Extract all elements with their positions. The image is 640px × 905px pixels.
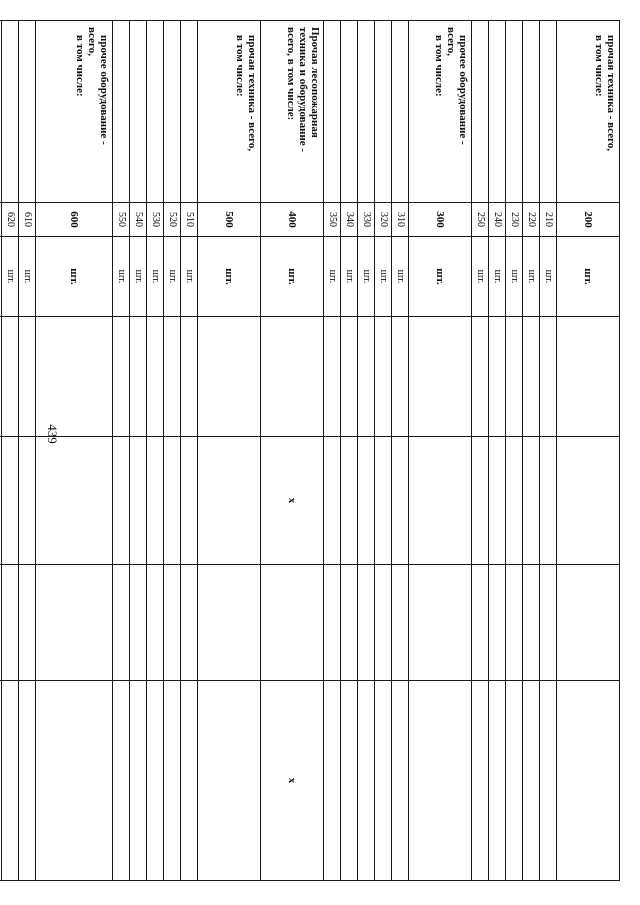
row-550-code: 550: [113, 203, 130, 237]
row-220-unit: шт.: [523, 237, 540, 317]
row-230-col-1: [506, 317, 523, 437]
row-210-col-1: [540, 317, 557, 437]
row-200-unit: шт.: [557, 237, 620, 317]
row-250-unit: шт.: [472, 237, 489, 317]
row-330-col-2: [358, 437, 375, 565]
row-610-col-4: [19, 681, 36, 881]
row-320-col-2: [375, 437, 392, 565]
row-320-unit: шт.: [375, 237, 392, 317]
row-250-col-2: [472, 437, 489, 565]
row-300-col-1: [409, 317, 472, 437]
row-510-col-4: [181, 681, 198, 881]
row-540-col-4: [130, 681, 147, 881]
row-600-name: прочее оборудование - всего, в том числе:: [36, 21, 113, 203]
row-240-unit: шт.: [489, 237, 506, 317]
row-620-col-4: [2, 681, 19, 881]
row-240-col-4: [489, 681, 506, 881]
row-320-col-1: [375, 317, 392, 437]
row-500-col-2: [198, 437, 261, 565]
row-610-col-2: [19, 437, 36, 565]
row-510-col-3: [181, 565, 198, 681]
row-200-col-1: [557, 317, 620, 437]
row-550-name: [113, 21, 130, 203]
row-320-col-3: [375, 565, 392, 681]
row-510-unit: шт.: [181, 237, 198, 317]
row-540-unit: шт.: [130, 237, 147, 317]
row-500-unit: шт.: [198, 237, 261, 317]
row-350-unit: шт.: [324, 237, 341, 317]
row-400-code: 400: [261, 203, 324, 237]
row-200-code: 200: [557, 203, 620, 237]
row-530-col-1: [147, 317, 164, 437]
row-330-col-1: [358, 317, 375, 437]
row-200-col-3: [557, 565, 620, 681]
row-250-code: 250: [472, 203, 489, 237]
row-250-name: [472, 21, 489, 203]
row-200-name: прочая техника - всего, в том числе:: [557, 21, 620, 203]
row-540-name: [130, 21, 147, 203]
row-610-unit: шт.: [19, 237, 36, 317]
row-540-col-1: [130, 317, 147, 437]
row-550-col-3: [113, 565, 130, 681]
row-400-col-3: [261, 565, 324, 681]
row-610-col-3: [19, 565, 36, 681]
row-400-unit: шт.: [261, 237, 324, 317]
row-630-unit: [0, 237, 2, 317]
row-310-col-4: [392, 681, 409, 881]
row-340-col-3: [341, 565, 358, 681]
statistical-form-table: [0, 20, 620, 881]
row-400-x-mark-col-4: х: [261, 681, 324, 881]
row-340-col-1: [341, 317, 358, 437]
row-620-code: 620: [2, 203, 19, 237]
row-230-col-2: [506, 437, 523, 565]
row-600-col-4: [36, 681, 113, 881]
row-210-col-2: [540, 437, 557, 565]
row-500-col-3: [198, 565, 261, 681]
row-340-col-4: [341, 681, 358, 881]
row-620-col-3: [2, 565, 19, 681]
row-330-col-4: [358, 681, 375, 881]
row-230-unit: шт.: [506, 237, 523, 317]
row-230-code: 230: [506, 203, 523, 237]
row-300-unit: шт.: [409, 237, 472, 317]
row-630-col-2: [0, 437, 2, 565]
row-610-col-1: [19, 317, 36, 437]
row-540-code: 540: [130, 203, 147, 237]
row-500-col-4: [198, 681, 261, 881]
row-400-name: Прочая лесопожарная техника и оборудование - всего, в том числе:: [261, 21, 324, 203]
row-310-col-3: [392, 565, 409, 681]
row-630-col-1: [0, 317, 2, 437]
row-510-col-1: [181, 317, 198, 437]
row-500-col-1: [198, 317, 261, 437]
row-250-col-3: [472, 565, 489, 681]
row-510-code: 510: [181, 203, 198, 237]
row-220-col-2: [523, 437, 540, 565]
row-340-name: [341, 21, 358, 203]
row-210-col-4: [540, 681, 557, 881]
row-320-code: 320: [375, 203, 392, 237]
row-520-unit: шт.: [164, 237, 181, 317]
row-400-x-mark-col-2: х: [261, 437, 324, 565]
row-350-col-1: [324, 317, 341, 437]
row-300-col-2: [409, 437, 472, 565]
row-330-code: 330: [358, 203, 375, 237]
row-310-col-2: [392, 437, 409, 565]
row-520-col-3: [164, 565, 181, 681]
row-310-col-1: [392, 317, 409, 437]
row-220-code: 220: [523, 203, 540, 237]
row-620-col-1: [2, 317, 19, 437]
row-240-col-2: [489, 437, 506, 565]
row-300-col-4: [409, 681, 472, 881]
row-230-name: [506, 21, 523, 203]
row-540-col-2: [130, 437, 147, 565]
row-300-col-3: [409, 565, 472, 681]
row-220-col-3: [523, 565, 540, 681]
row-200-col-2: [557, 437, 620, 565]
row-500-name: прочая техника - всего, в том числе:: [198, 21, 261, 203]
row-400-col-1: [261, 317, 324, 437]
row-600-code: 600: [36, 203, 113, 237]
row-320-col-4: [375, 681, 392, 881]
row-510-name: [181, 21, 198, 203]
row-240-col-1: [489, 317, 506, 437]
row-240-name: [489, 21, 506, 203]
row-630-name: [0, 21, 2, 203]
row-220-col-1: [523, 317, 540, 437]
row-350-code: 350: [324, 203, 341, 237]
row-240-code: 240: [489, 203, 506, 237]
row-520-name: [164, 21, 181, 203]
row-550-col-4: [113, 681, 130, 881]
row-550-col-2: [113, 437, 130, 565]
row-550-col-1: [113, 317, 130, 437]
row-310-name: [392, 21, 409, 203]
row-520-col-4: [164, 681, 181, 881]
row-620-name: [2, 21, 19, 203]
page-number: 439: [45, 424, 60, 444]
row-550-unit: шт.: [113, 237, 130, 317]
row-600-col-1: [36, 317, 113, 437]
row-530-code: 530: [147, 203, 164, 237]
row-340-unit: шт.: [341, 237, 358, 317]
row-540-col-3: [130, 565, 147, 681]
row-210-code: 210: [540, 203, 557, 237]
row-510-col-2: [181, 437, 198, 565]
row-350-col-3: [324, 565, 341, 681]
row-220-name: [523, 21, 540, 203]
row-330-col-3: [358, 565, 375, 681]
row-600-col-3: [36, 565, 113, 681]
row-340-code: 340: [341, 203, 358, 237]
row-350-col-2: [324, 437, 341, 565]
row-520-col-1: [164, 317, 181, 437]
row-600-unit: шт.: [36, 237, 113, 317]
row-300-code: 300: [409, 203, 472, 237]
row-630-code: [0, 203, 2, 237]
row-200-col-4: [557, 681, 620, 881]
row-630-col-3: [0, 565, 2, 681]
row-500-code: 500: [198, 203, 261, 237]
row-530-unit: шт.: [147, 237, 164, 317]
row-350-col-4: [324, 681, 341, 881]
row-250-col-4: [472, 681, 489, 881]
row-210-unit: шт.: [540, 237, 557, 317]
row-620-unit: шт.: [2, 237, 19, 317]
row-530-name: [147, 21, 164, 203]
row-210-col-3: [540, 565, 557, 681]
row-530-col-3: [147, 565, 164, 681]
row-610-name: [19, 21, 36, 203]
row-310-code: 310: [392, 203, 409, 237]
row-520-col-2: [164, 437, 181, 565]
row-530-col-2: [147, 437, 164, 565]
row-330-name: [358, 21, 375, 203]
row-340-col-2: [341, 437, 358, 565]
row-310-unit: шт.: [392, 237, 409, 317]
row-210-name: [540, 21, 557, 203]
row-330-unit: шт.: [358, 237, 375, 317]
row-230-col-3: [506, 565, 523, 681]
row-610-code: 610: [19, 203, 36, 237]
row-230-col-4: [506, 681, 523, 881]
row-630-col-4: [0, 681, 2, 881]
row-240-col-3: [489, 565, 506, 681]
row-300-name: прочее оборудование - всего, в том числе:: [409, 21, 472, 203]
row-350-name: [324, 21, 341, 203]
row-600-col-2: [36, 437, 113, 565]
row-250-col-1: [472, 317, 489, 437]
row-520-code: 520: [164, 203, 181, 237]
row-320-name: [375, 21, 392, 203]
row-620-col-2: [2, 437, 19, 565]
row-220-col-4: [523, 681, 540, 881]
row-530-col-4: [147, 681, 164, 881]
